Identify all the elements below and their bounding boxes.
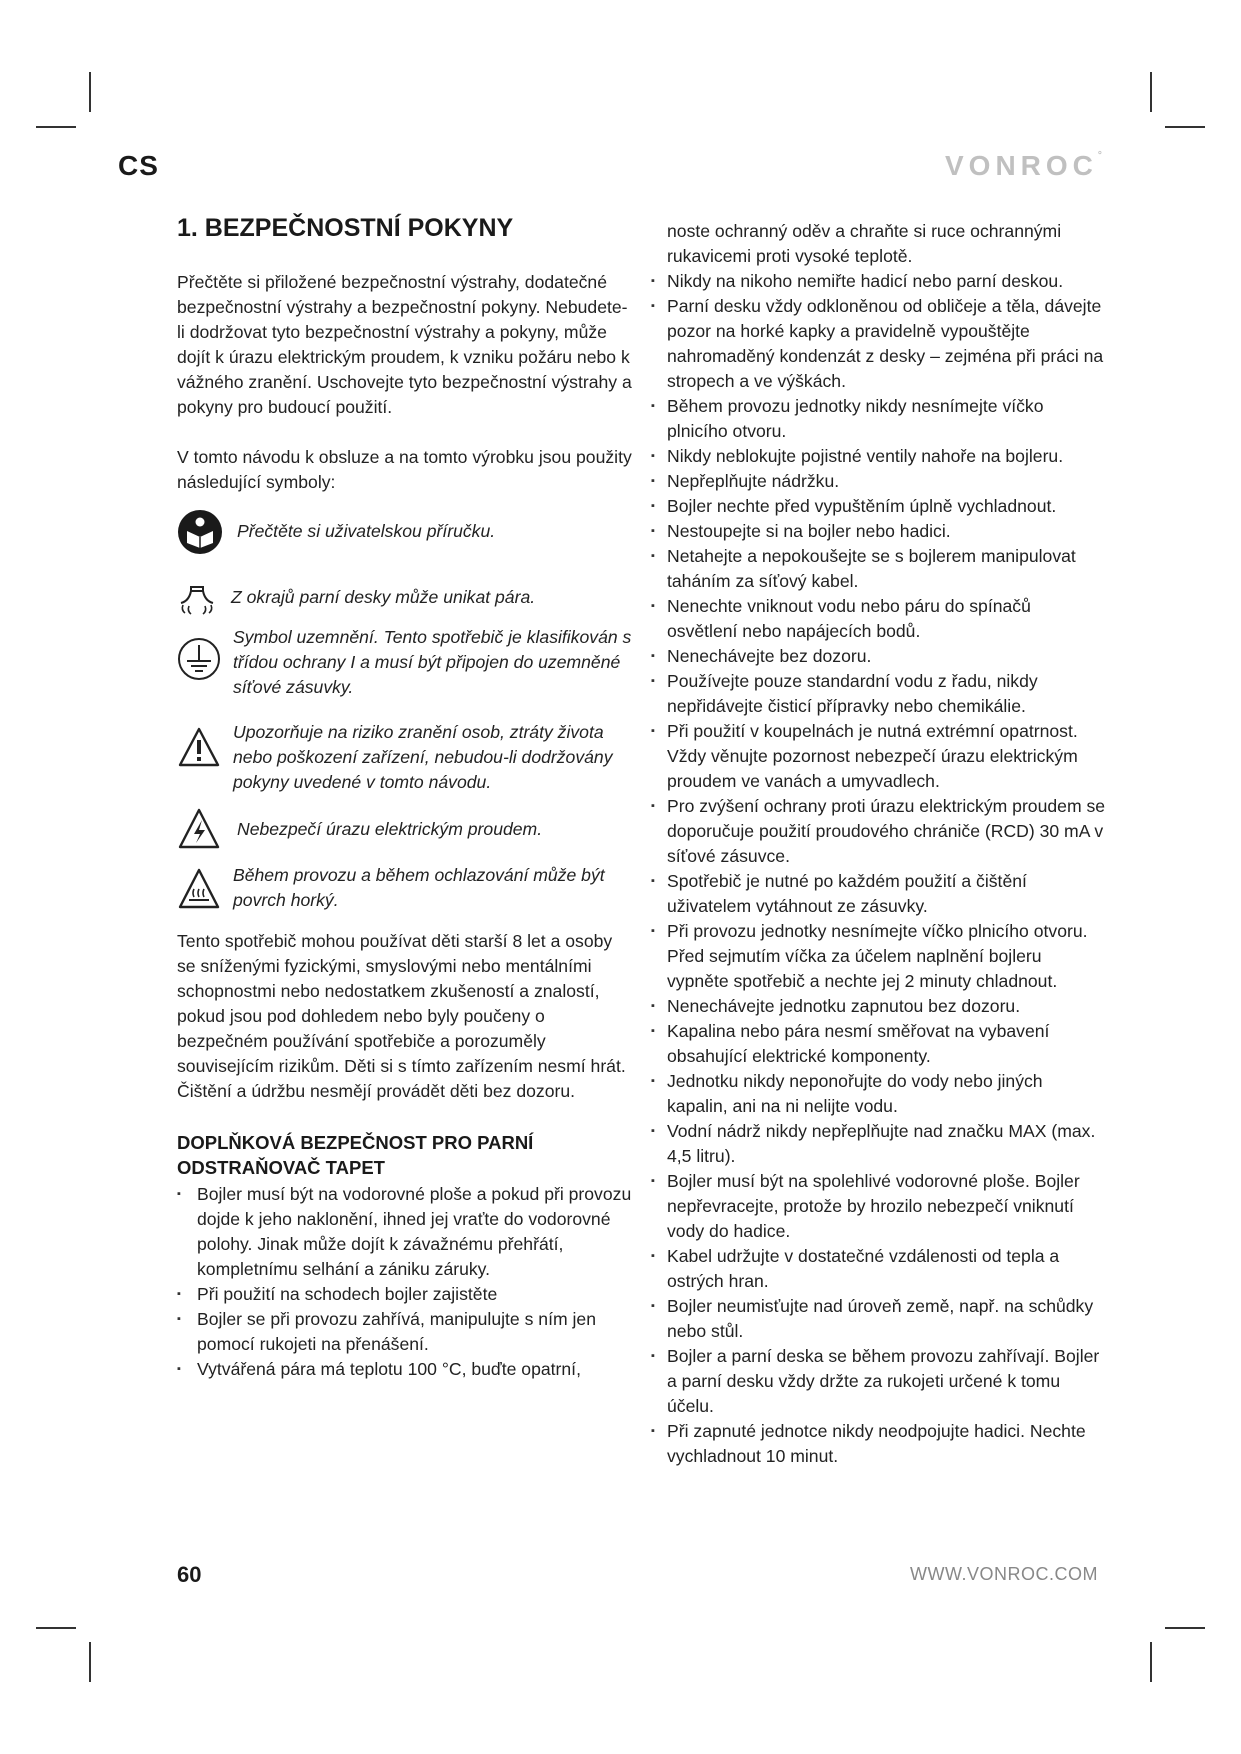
crop-mark bbox=[1165, 126, 1205, 128]
symbol-text: Nebezpečí úrazu elektrickým proudem. bbox=[237, 819, 543, 839]
symbol-earth bbox=[177, 625, 632, 700]
crop-mark bbox=[36, 1627, 76, 1629]
hot-surface-icon bbox=[177, 867, 221, 911]
earth-ground-icon bbox=[177, 637, 221, 681]
list-item: ▪ Nepřeplňujte nádržku. bbox=[651, 469, 1106, 494]
continuation-text: noste ochranný oděv a chraňte si ruce ochrannými rukavicemi proti vysoké teplotě. bbox=[667, 221, 1062, 266]
left-bullet-list bbox=[177, 1182, 632, 1382]
children-paragraph: Tento spotřebič mohou používat děti starší 8 let a osoby se sníženými fyzickými, smyslovými nebo mentálními schopnostmi nebo nedostatkem zkušeností a znalostí, pokud jsou pod dohledem nebo byly poučeny o bezpečném používání spotřebiče a porozuměly souvisejícím rizikům. Děti si s tímto zařízením nesmí hrát. Čištění a údržbu nesmějí provádět děti bez dozoru. bbox=[177, 931, 626, 1101]
subsection-title: DOPLŇKOVÁ BEZPEČNOST PRO PARNÍ ODSTRAŇOVAČ TAPET bbox=[177, 1132, 534, 1178]
symbol-text: Z okrajů parní desky může unikat pára. bbox=[231, 587, 536, 607]
list-item: ▪ Nenechávejte bez dozoru. bbox=[651, 644, 1106, 669]
list-item: ▪ Bojler a parní deska se během provozu zahřívají. Bojler a parní desku vždy držte za rukojeti určené k tomu účelu. bbox=[651, 1344, 1106, 1419]
crop-mark bbox=[1150, 72, 1152, 112]
symbol-warning bbox=[177, 720, 632, 795]
brand-logo: VONROC° bbox=[945, 150, 1102, 181]
list-item: ▪ Nenechávejte jednotku zapnutou bez dozoru. bbox=[651, 994, 1106, 1019]
symbol-text: Přečtěte si uživatelskou příručku. bbox=[237, 521, 496, 541]
left-column bbox=[177, 212, 632, 1382]
list-item: ▪ Nikdy neblokujte pojistné ventily nahoře na bojleru. bbox=[651, 444, 1106, 469]
list-item: ▪ Vodní nádrž nikdy nepřeplňujte nad značku MAX (max. 4,5 litru). bbox=[651, 1119, 1106, 1169]
list-item: ▪ Nenechte vniknout vodu nebo páru do spínačů osvětlení nebo napájecích bodů. bbox=[651, 594, 1106, 644]
list-item: ▪ Jednotku nikdy neponořujte do vody nebo jiných kapalin, ani na ni nelijte vodu. bbox=[651, 1069, 1106, 1119]
list-item: ▪ Parní desku vždy odkloněnou od obličeje a těla, dávejte pozor na horké kapky a pravidelně vypouštějte nahromaděný kondenzát z desky – zejména při práci na stropech a ve výškách. bbox=[651, 294, 1106, 394]
symbol-hot-surface bbox=[177, 863, 632, 913]
list-item: ▪ Při použití v koupelnách je nutná extrémní opatrnost. Vždy věnujte pozornost nebezpečí úrazu elektrickým proudem ve vanách a umyvadlech. bbox=[651, 719, 1106, 794]
list-item: ▪ Kapalina nebo pára nesmí směřovat na vybavení obsahující elektrické komponenty. bbox=[651, 1019, 1106, 1069]
list-item: ▪ Při použití na schodech bojler zajistěte bbox=[177, 1282, 632, 1307]
list-item: ▪ Bojler se při provozu zahřívá, manipulujte s ním jen pomocí rukojeti na přenášení. bbox=[177, 1307, 632, 1357]
symbol-text: Upozorňuje na riziko zranění osob, ztráty života nebo poškození zařízení, nebudou-li dodržovány pokyny uvedené v tomto návodu. bbox=[233, 722, 613, 792]
list-item: ▪ Spotřebič je nutné po každém použití a čištění uživatelem vytáhnout ze zásuvky. bbox=[651, 869, 1106, 919]
symbol-text: Během provozu a během ochlazování může být povrch horký. bbox=[233, 865, 605, 910]
crop-mark bbox=[1165, 1627, 1205, 1629]
list-item: ▪ Nikdy na nikoho nemiřte hadicí nebo parní deskou. bbox=[651, 269, 1106, 294]
list-item: ▪ Kabel udržujte v dostatečné vzdálenosti od tepla a ostrých hran. bbox=[651, 1244, 1106, 1294]
right-bullet-list bbox=[651, 269, 1106, 1469]
steam-plate-icon bbox=[177, 583, 217, 617]
list-item: ▪ Při provozu jednotky nesnímejte víčko plnicího otvoru. Před sejmutím víčka za účelem naplnění bojleru vypněte spotřebič a nechte jej 2 minuty chladnout. bbox=[651, 919, 1106, 994]
electric-shock-icon bbox=[177, 807, 221, 851]
symbol-steam-plate bbox=[177, 583, 632, 617]
list-item: ▪ Nestoupejte si na bojler nebo hadici. bbox=[651, 519, 1106, 544]
crop-mark bbox=[36, 126, 76, 128]
crop-mark bbox=[1150, 1642, 1152, 1682]
section-title: 1. BEZPEČNOSTNÍ POKYNY bbox=[177, 214, 514, 242]
list-item: ▪ Bojler neumisťujte nad úroveň země, např. na schůdky nebo stůl. bbox=[651, 1294, 1106, 1344]
read-manual-icon bbox=[177, 509, 223, 555]
crop-mark bbox=[89, 72, 91, 112]
list-item: ▪ Bojler nechte před vypuštěním úplně vychladnout. bbox=[651, 494, 1106, 519]
list-item: ▪ Při zapnuté jednotce nikdy neodpojujte hadici. Nechte vychladnout 10 minut. bbox=[651, 1419, 1106, 1469]
language-code: CS bbox=[118, 150, 159, 181]
crop-mark bbox=[89, 1642, 91, 1682]
page-number: 60 bbox=[177, 1562, 202, 1587]
warning-icon bbox=[177, 726, 221, 768]
list-item: ▪ Vytvářená pára má teplotu 100 °C, buďte opatrní, bbox=[177, 1357, 632, 1382]
list-item: ▪ Pro zvýšení ochrany proti úrazu elektrickým proudem se doporučuje použití proudového chrániče (RCD) 30 mA v síťové zásuvce. bbox=[651, 794, 1106, 869]
list-item: ▪ Bojler musí být na vodorovné ploše a pokud při provozu dojde k jeho naklonění, ihned jej vraťte do vodorovné polohy. Jinak může dojít k závažnému přehřátí, kompletnímu selhání a zániku záruky. bbox=[177, 1182, 632, 1282]
symbol-electric bbox=[177, 807, 632, 851]
list-item: ▪ Netahejte a nepokoušejte se s bojlerem manipulovat taháním za síťový kabel. bbox=[651, 544, 1106, 594]
symbol-text: Symbol uzemnění. Tento spotřebič je klasifikován s třídou ochrany I a musí být připojen do uzemněné síťové zásuvky. bbox=[233, 627, 632, 697]
list-item: ▪ Používejte pouze standardní vodu z řadu, nikdy nepřidávejte čisticí přípravky nebo chemikálie. bbox=[651, 669, 1106, 719]
list-item: ▪ Bojler musí být na spolehlivé vodorovné ploše. Bojler nepřevracejte, protože by hrozilo nebezpečí vniknutí vody do hadice. bbox=[651, 1169, 1106, 1244]
right-column bbox=[651, 219, 1106, 1469]
symbols-intro: V tomto návodu k obsluze a na tomto výrobku jsou použity následující symboly: bbox=[177, 447, 632, 492]
intro-paragraph: Přečtěte si přiložené bezpečnostní výstrahy, dodatečné bezpečnostní výstrahy a bezpečnostní pokyny. Nebudete-li dodržovat tyto bezpečnostní výstrahy a pokyny, může dojít k úrazu elektrickým proudem, k vzniku požáru nebo k vážného zranění. Uschovejte tyto bezpečnostní výstrahy a pokyny pro budoucí použití. bbox=[177, 272, 632, 417]
symbol-read-manual bbox=[177, 509, 632, 555]
list-item: ▪ Během provozu jednotky nikdy nesnímejte víčko plnicího otvoru. bbox=[651, 394, 1106, 444]
website-link[interactable]: WWW.VONROC.COM bbox=[910, 1564, 1098, 1584]
